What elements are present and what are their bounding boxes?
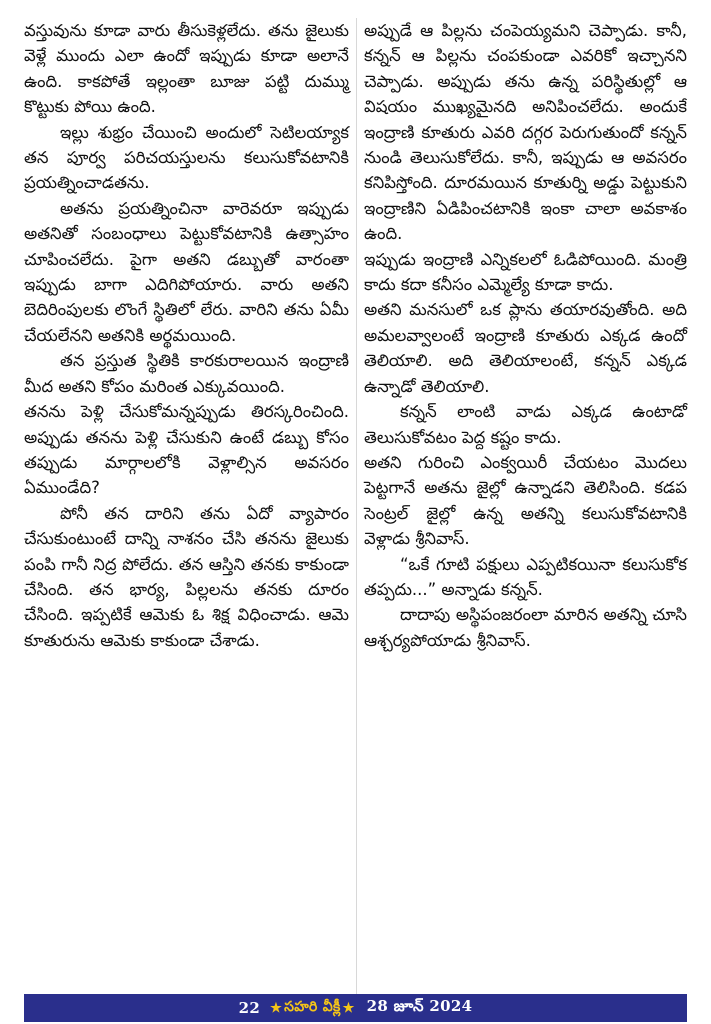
- paragraph: అతని మనసులో ఒక ప్లాను తయారవుతోంది. అది అమలవ్వాలంటే ఇంద్రాణి కూతురు ఎక్కడ ఉందో తెలియాలి. అది తెలియాలంటే, కన్నన్ ఎక్కడ ఉన్నాడో తెలియాలి.: [364, 300, 687, 396]
- page-footer: [24, 994, 687, 1022]
- star-icon: ★: [342, 1000, 355, 1016]
- page-number: 22: [238, 999, 261, 1017]
- paragraph: ఇప్పుడు ఇంద్రాణి ఎన్నికలలో ఓడిపోయింది. మంత్రి కాదు కదా కనీసం ఎమ్మెల్యే కూడా కాదు.: [364, 249, 687, 295]
- paragraph: తనను పెళ్లి చేసుకోమన్నప్పుడు తిరస్కరించింది. అప్పుడు తనను పెళ్లి చేసుకుని ఉంటే డబ్బు కోసం తప్పుడు మార్గాలలోకి వెళ్లాల్సిన అవసరం ఏముండేది?: [24, 402, 349, 498]
- star-icon: ★: [270, 1000, 283, 1016]
- paragraph: అప్పుడే ఆ పిల్లను చంపెయ్యమని చెప్పాడు. కానీ, కన్నన్ ఆ పిల్లను చంపకుండా ఎవరికో ఇచ్చానని చెప్పాడు. అప్పుడు తను ఉన్న పరిస్థితుల్లో ఆ విషయం ముఖ్యమైనది అనిపించలేదు. అందుకే ఇంద్రాణి కూతురు ఎవరి దగ్గర పెరుగుతుందో కన్నన్ నుండి తెలుసుకోలేదు. కానీ, ఇప్పుడు ఆ అవసరం కనిపిస్తోంది. దూరమయిన కూతుర్ని అడ్డు పెట్టుకుని ఇంద్రాణిని ఏడిపించటానికి ఇంకా చాలా అవకాశం ఉంది.: [364, 21, 687, 244]
- paragraph: పోనీ తన దారిని తను ఏదో వ్యాపారం చేసుకుంటుంటే దాన్ని నాశనం చేసి తనను జైలుకు పంపి గానీ నిద్ర పోలేదు. తన ఆస్తిని తనకు కాకుండా చేసింది. తన భార్య, పిల్లలను తనకు దూరం చేసింది. ఇప్పటికే ఆమెకు ఓ శిక్ష విధించాడు. ఆమె కూతురును ఆమెకు కాకుండా చేశాడు.: [24, 503, 349, 650]
- paragraph: అతను ప్రయత్నించినా వారెవరూ ఇప్పుడు అతనితో సంబంధాలు పెట్టుకోవటానికి ఉత్సాహం చూపించలేదు. పైగా అతని డబ్బుతో వారంతా ఇప్పుడు బాగా ఎదిగిపోయారు. వారు అతని బెదిరింపులకు లొంగే స్థితిలో లేరు. వారిని తను ఏమీ చేయలేనని అతనికి అర్థమయింది.: [24, 198, 349, 345]
- paragraph: వస్తువును కూడా వారు తీసుకెళ్లలేదు. తను జైలుకు వెళ్లే ముందు ఎలా ఉందో ఇప్పుడు కూడా అలానే ఉంది. కాకపోతే ఇల్లంతా బూజు పట్టి దుమ్ము కొట్టుకు పోయి ఉంది.: [24, 21, 349, 117]
- magazine-name: సహరి వీక్లీ: [284, 998, 341, 1015]
- paragraph: ఇల్లు శుభ్రం చేయించి అందులో సెటిలయ్యాక తన పూర్వ పరిచయస్తులను కలుసుకోవటానికి ప్రయత్నించాడతను.: [24, 122, 349, 193]
- paragraph: దాదాపు అస్థిపంజరంలా మారిన అతన్ని చూసి ఆశ్చర్యపోయాడు శ్రీనివాస్.: [364, 605, 687, 650]
- right-column: [364, 18, 687, 653]
- left-column: [24, 18, 349, 653]
- paragraph: కన్నన్ లాంటి వాడు ఎక్కడ ఉంటాడో తెలుసుకోవటం పెద్ద కష్టం కాదు.: [364, 402, 687, 447]
- column-divider: [356, 18, 357, 998]
- paragraph: తన ప్రస్తుత స్థితికి కారకురాలయిన ఇంద్రాణి మీద అతని కోపం మరింత ఎక్కువయింది.: [24, 351, 349, 396]
- issue-date: 28 జూన్ 2024: [366, 997, 473, 1015]
- paragraph: అతని గురించి ఎంక్వయిరీ చేయటం మొదలు పెట్టగానే అతను జైల్లో ఉన్నాడని తెలిసింది. కడప సెంట్రల్ జైల్లో ఉన్న అతన్ని కలుసుకోవటానికి వెళ్లాడు శ్రీనివాస్.: [364, 452, 687, 549]
- paragraph: “ఒకే గూటి పక్షులు ఎప్పటికయినా కలుసుకోక తప్పదు...” అన్నాడు కన్నన్.: [364, 554, 687, 599]
